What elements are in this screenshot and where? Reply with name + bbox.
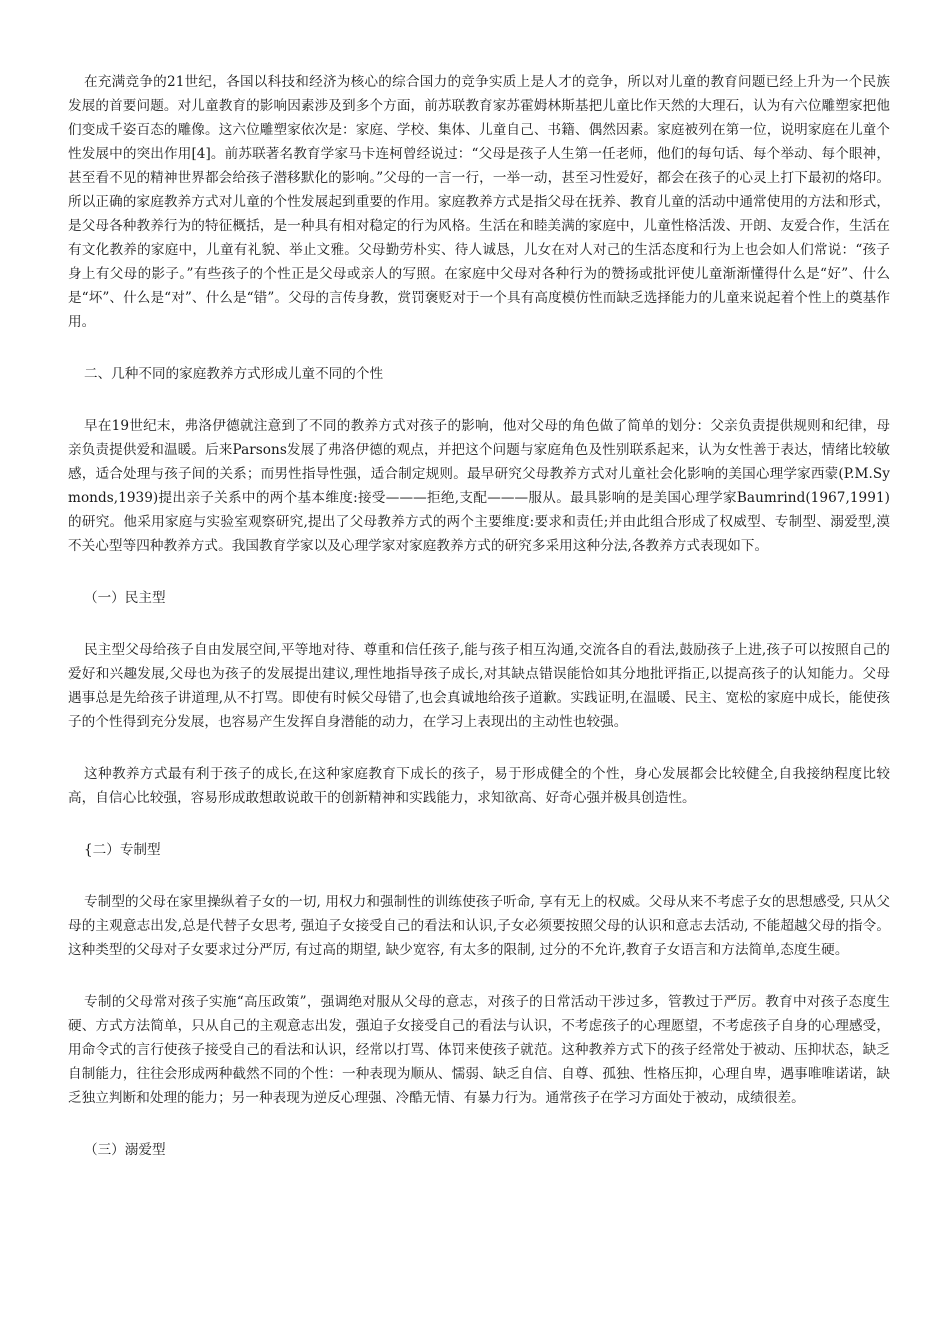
democratic-paragraph-2: 这种教养方式最有利于孩子的成长,在这种家庭教育下成长的孩子，易于形成健全的个性，身心发展都会比较健全,自我接纳程度比较高，自信心比较强，容易形成敢想敢说敢干的创新精神和实践能力，求知欲高、好奇心强并极具创造性。 [68,766,890,806]
subheading-authoritarian: {二）专制型 [84,842,161,858]
subheading-democratic: （一）民主型 [84,590,166,606]
section-heading-2: 二、几种不同的家庭教养方式形成儿童不同的个性 [84,366,384,382]
authoritarian-paragraph-1: 专制型的父母在家里操纵着子女的一切, 用权力和强制性的训练使孩子听命, 享有无上的权威。父母从来不考虑子女的思想感受, 只从父母的主观意志出发,总是代替子女思考, 强迫子女接受自己的看法和认识,子女必须要按照父母的认识和意志去活动, 不能超越父母的指令。这种类型的父母对子女要求过分严厉, 有过高的期望, 缺少宽容, 有太多的限制, 过分的不允许,教育子女语言和方法简单,态度生硬。 [68,894,890,958]
authoritarian-paragraph-2: 专制的父母常对孩子实施“高压政策”，强调绝对服从父母的意志，对孩子的日常活动干涉过多，管教过于严厉。教育中对孩子态度生硬、方式方法简单，只从自己的主观意志出发，强迫子女接受自己的看法与认识，不考虑孩子的心理愿望，不考虑孩子自身的心理感受，用命令式的言行使孩子接受自己的看法和认识，经常以打骂、体罚来使孩子就范。这种教养方式下的孩子经常处于被动、压抑状态，缺乏自制能力，往往会形成两种截然不同的个性：一种表现为顺从、懦弱、缺乏自信、自尊、孤独、性格压抑，心理自卑，遇事唯唯诺诺，缺乏独立判断和处理的能力；另一种表现为逆反心理强、冷酷无情、有暴力行为。通常孩子在学习方面处于被动，成绩很差。 [68,994,890,1106]
history-paragraph: 早在19世纪末，弗洛伊德就注意到了不同的教养方式对孩子的影响，他对父母的角色做了简单的划分：父亲负责提供规则和纪律，母亲负责提供爱和温暖。后来Parsons发展了弗洛伊德的观点，并把这个问题与家庭角色及性别联系起来，认为女性善于表达，情绪比较敏感，适合处理与孩子间的关系；而男性指导性强，适合制定规则。最早研究父母教养方式对儿童社会化影响的美国心理学家西蒙(P.M.Symonds,1939)提出亲子关系中的两个基本维度:接受———拒绝,支配———服从。最具影响的是美国心理学家Baumrind(1967,1991)的研究。他采用家庭与实验室观察研究,提出了父母教养方式的两个主要维度:要求和责任;并由此组合形成了权威型、专制型、溺爱型,漠不关心型等四种教养方式。我国教育学家以及心理学家对家庭教养方式的研究多采用这种分法,各教养方式表现如下。 [68,418,890,554]
democratic-paragraph-1: 民主型父母给孩子自由发展空间,平等地对待、尊重和信任孩子,能与孩子相互沟通,交流各自的看法,鼓励孩子上进,孩子可以按照自己的爱好和兴趣发展,父母也为孩子的发展提出建议,理性地指导孩子成长,对其缺点错误能恰如其分地批评指正,以提高孩子的认知能力。父母遇事总是先给孩子讲道理,从不打骂。即使有时候父母错了,也会真诚地给孩子道歉。实践证明,在温暖、民主、宽松的家庭中成长，能使孩子的个性得到充分发展，也容易产生发挥自身潜能的动力，在学习上表现出的主动性也较强。 [68,642,890,730]
subheading-indulgent: （三）溺爱型 [84,1142,166,1158]
document-page [68,70,890,1162]
intro-paragraph: 在充满竞争的21世纪，各国以科技和经济为核心的综合国力的竞争实质上是人才的竞争，所以对儿童的教育问题已经上升为一个民族发展的首要问题。对儿童教育的影响因素涉及到多个方面，前苏联教育家苏霍姆林斯基把儿童比作天然的大理石，认为有六位雕塑家把他们变成千姿百态的雕像。这六位雕塑家依次是：家庭、学校、集体、儿童自己、书籍、偶然因素。家庭被列在第一位，说明家庭在儿童个性发展中的突出作用[4]。前苏联著名教育学家马卡连柯曾经说过：“父母是孩子人生第一任老师，他们的每句话、每个举动、每个眼神，甚至看不见的精神世界都会给孩子潜移默化的影响。”父母的一言一行，一举一动，甚至习性爱好，都会在孩子的心灵上打下最初的烙印。所以正确的家庭教养方式对儿童的个性发展起到重要的作用。家庭教养方式是指父母在抚养、教育儿童的活动中通常使用的方法和形式，是父母各种教养行为的特征概括，是一种具有相对稳定的行为风格。生活在和睦美满的家庭中，儿童性格活泼、开朗、友爱合作，生活在有文化教养的家庭中，儿童有礼貌、举止文雅。父母勤劳朴实、待人诚恳，儿女在对人对己的生活态度和行为上也会如人们常说：“孩子身上有父母的影子。”有些孩子的个性正是父母或亲人的写照。在家庭中父母对各种行为的赞扬或批评使儿童渐渐懂得什么是“好”、什么是“坏”、什么是“对”、什么是“错”。父母的言传身教，赏罚褒贬对于一个具有高度模仿性而缺乏选择能力的儿童来说起着个性上的奠基作用。 [68,74,890,330]
